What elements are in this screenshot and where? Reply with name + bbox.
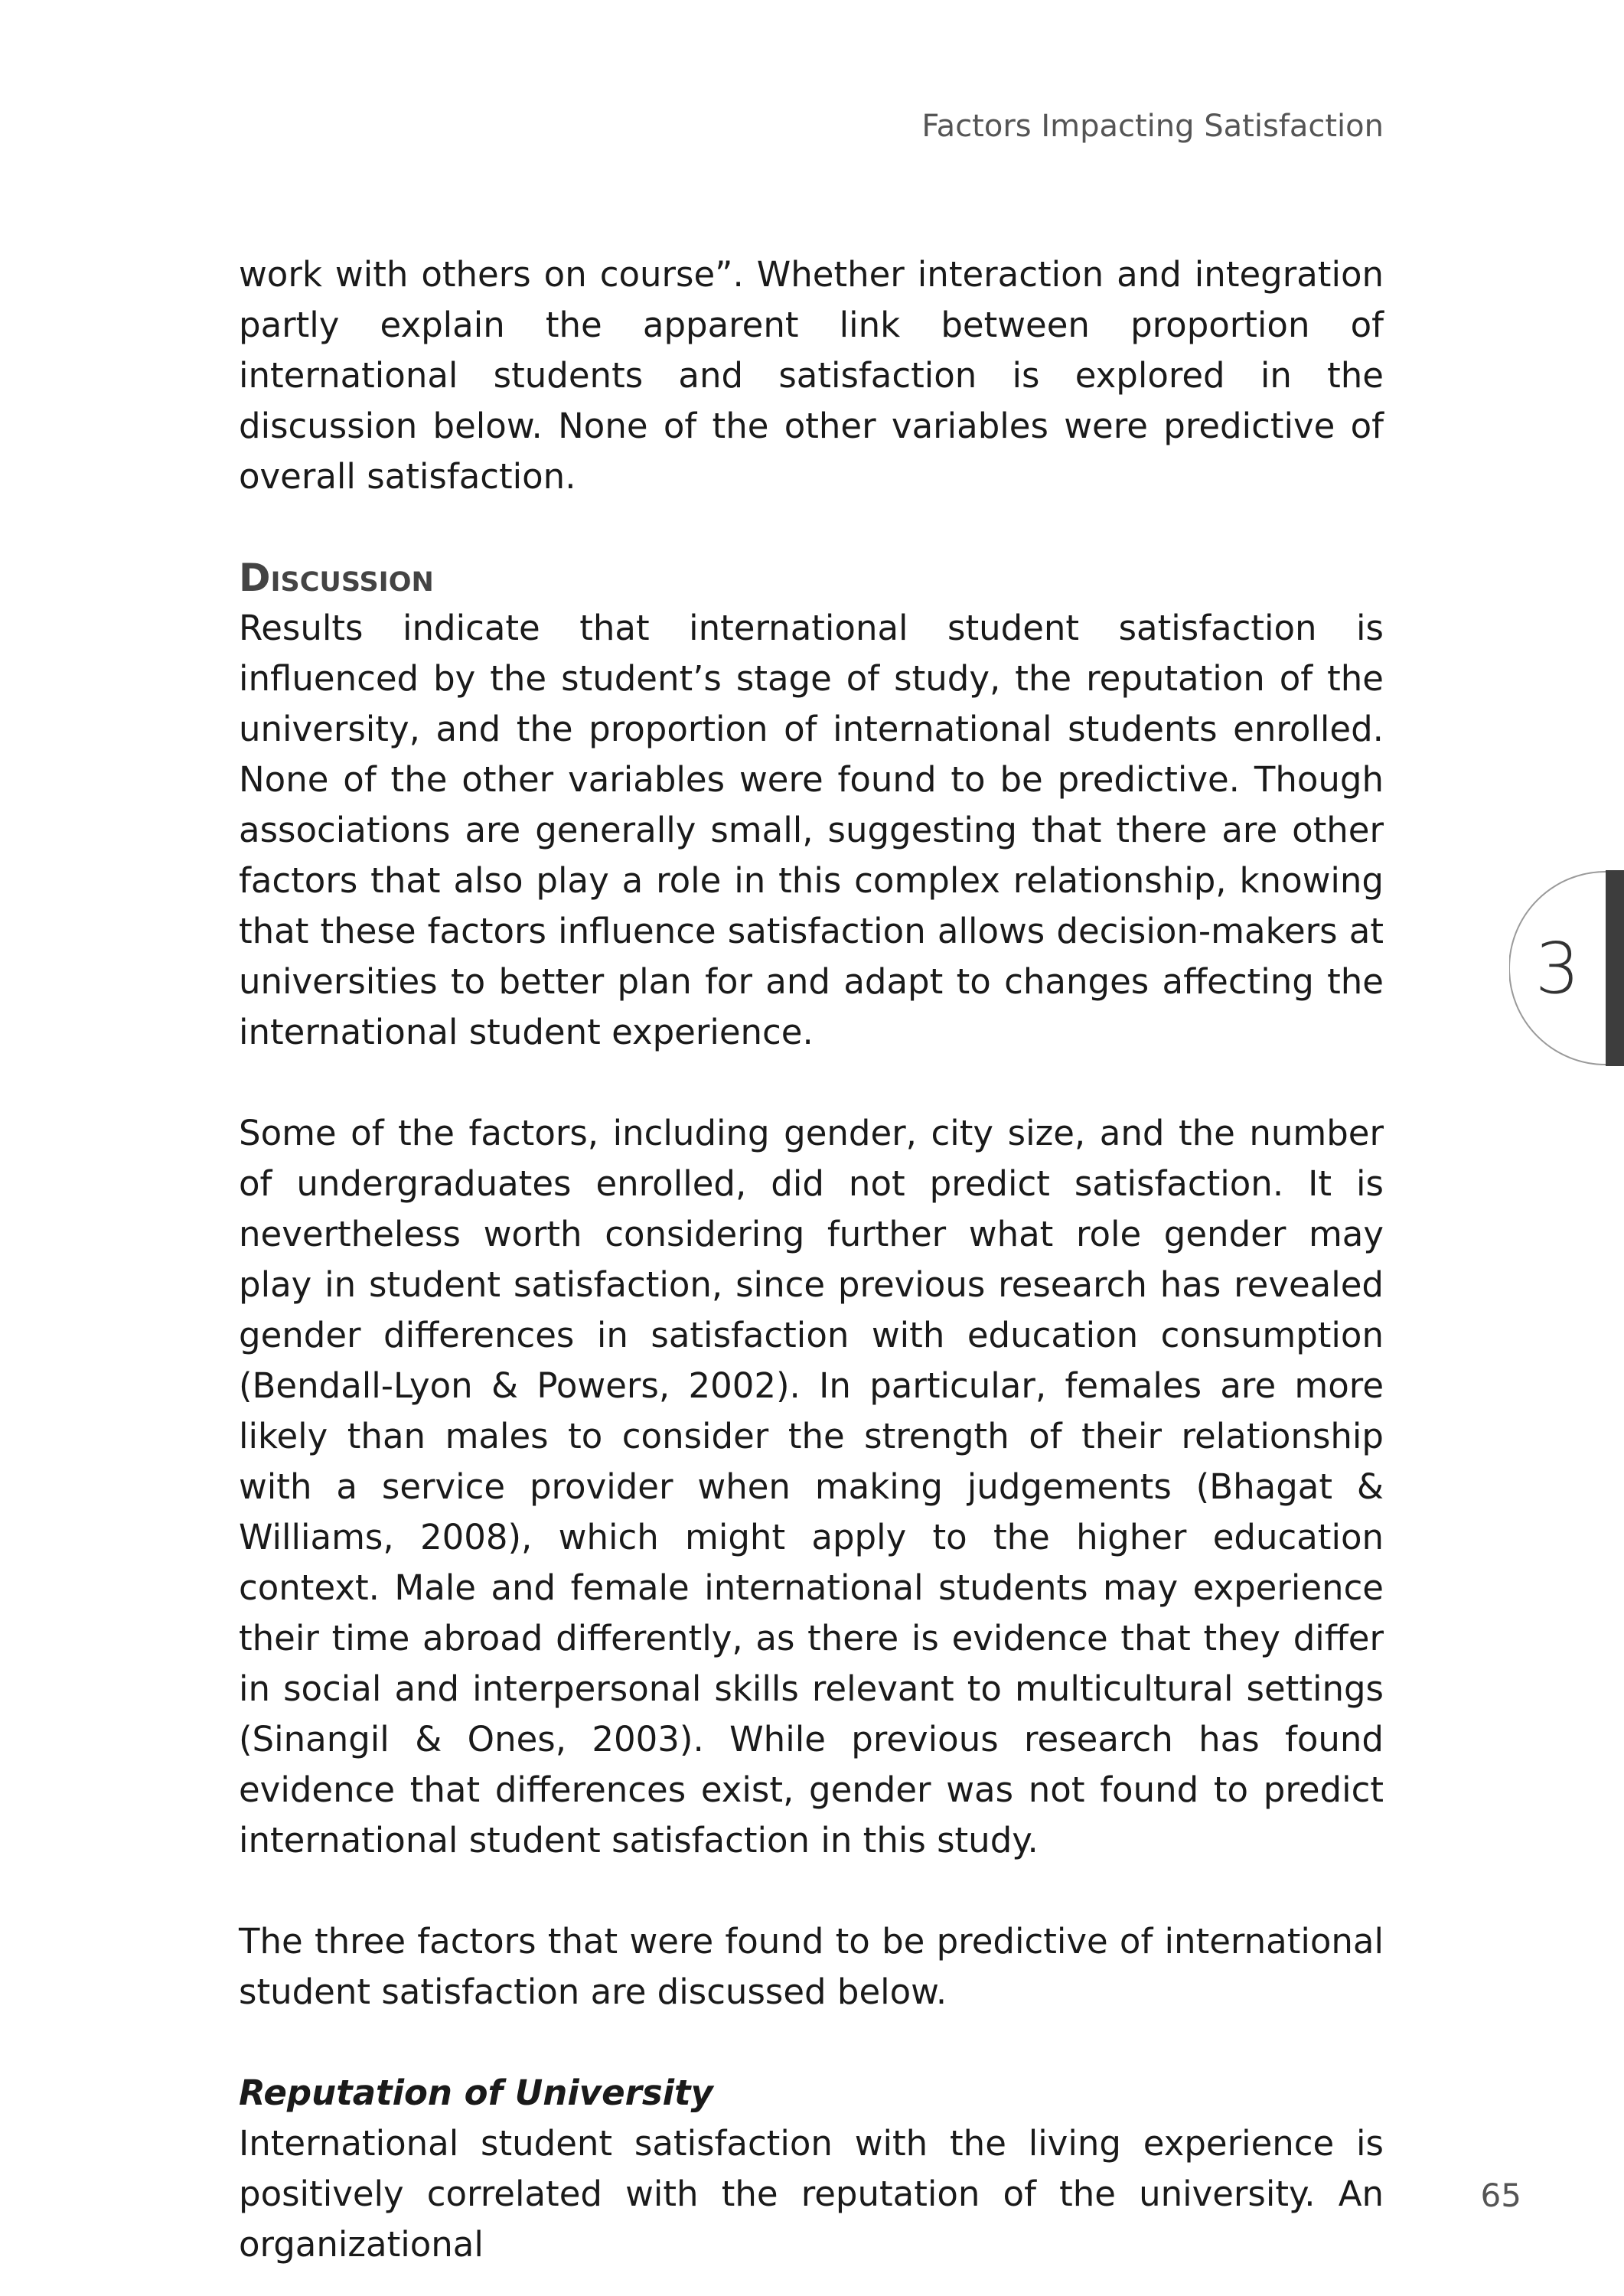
page-body (239, 249, 1384, 2270)
discussion-paragraph-2: Some of the factors, including gender, city size, and the number of undergraduates enrolled, did not predict satisfaction. It is nevertheless worth considering further what role gender may play in student satisfaction, since previous research has revealed gender differences in satisfaction with education consumption (Bendall-Lyon & Powers, 2002). In particular, females are more likely than males to consider the strength of their relationship with a service provider when making judgements (Bhagat & Williams, 2008), which might apply to the higher education context. Male and female international students may experience their time abroad differently, as there is evidence that they differ in social and interpersonal skills relevant to multicultural settings (Sinangil & Ones, 2003). While previous research has found evidence that differences exist, gender was not found to predict international student satisfaction in this study. (239, 1113, 1384, 1861)
discussion-paragraph-3: The three factors that were found to be predictive of international student satisfaction are discussed below. (239, 1921, 1384, 2012)
chapter-tab-bar (1606, 870, 1624, 1066)
chapter-tab (1509, 870, 1624, 1066)
discussion-paragraph-1: Results indicate that international student satisfaction is influenced by the student’s stage of study, the reputation of the university, and the proportion of international students enrolled. None of the other variables were found to be predictive. Though associations are generally small, suggesting that there are other factors that also play a role in this complex relationship, knowing that these factors influence satisfaction allows decision-makers at universities to better plan for and adapt to changes affecting the international student experience. (239, 608, 1384, 1052)
section-heading-discussion: Discussion (239, 556, 434, 600)
running-header: Factors Impacting Satisfaction (921, 109, 1384, 144)
reputation-paragraph: International student satisfaction with the living experience is positively correlated with the reputation of the university. An organizational (239, 2123, 1384, 2265)
subsection-heading-reputation: Reputation of University (239, 2073, 713, 2113)
page-number: 65 (1480, 2177, 1521, 2214)
intro-paragraph: work with others on course”. Whether interaction and integration partly explain the apparent link between proportion of international students and satisfaction is explored in the discussion below. None of the other variables were predictive of overall satisfaction. (239, 254, 1384, 497)
chapter-number: 3 (1534, 927, 1580, 1009)
